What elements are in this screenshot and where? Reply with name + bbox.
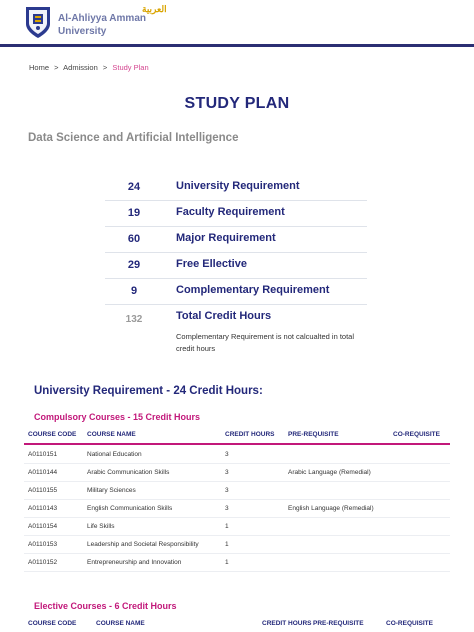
col-credit-hours: CREDIT HOURS — [262, 620, 312, 627]
breadcrumb-current: Study Plan — [112, 63, 149, 72]
cell-name: Entrepreneurship and Innovation — [87, 559, 182, 566]
breadcrumb-admission[interactable]: Admission — [63, 63, 98, 72]
summary-hours: 132 — [125, 314, 143, 325]
cell-code: A0110154 — [28, 523, 58, 530]
table-row — [24, 535, 450, 554]
cell-prereq: English Language (Remedial) — [288, 505, 374, 512]
university-crest-icon[interactable] — [24, 4, 52, 40]
col-course-code: COURSE CODE — [28, 431, 77, 438]
cell-hours: 3 — [225, 505, 229, 512]
header-divider — [0, 44, 474, 47]
cell-hours: 3 — [225, 469, 229, 476]
cell-code: A0110151 — [28, 451, 58, 458]
breadcrumb — [29, 63, 152, 72]
summary-row — [105, 201, 367, 227]
summary-row — [105, 175, 367, 201]
summary-row-total — [105, 305, 367, 330]
summary-hours: 19 — [127, 207, 141, 219]
table-row — [24, 499, 450, 518]
summary-hours: 24 — [127, 181, 141, 193]
site-header — [0, 0, 474, 46]
table-row — [24, 463, 450, 482]
table-row — [24, 481, 450, 500]
cell-name: Military Sciences — [87, 487, 136, 494]
cell-name: National Education — [87, 451, 142, 458]
col-co-requisite: CO-REQUISITE — [393, 431, 440, 438]
compulsory-title: Compulsory Courses - 15 Credit Hours — [34, 412, 201, 422]
col-pre-requisite: PRE-REQUISITE — [313, 620, 364, 627]
cell-code: A0110144 — [28, 469, 58, 476]
summary-label: Free Ellective — [176, 258, 247, 270]
table-row — [24, 553, 450, 572]
cell-hours: 1 — [225, 559, 229, 566]
cell-hours: 1 — [225, 541, 229, 548]
breadcrumb-separator: > — [54, 63, 59, 72]
cell-code: A0110153 — [28, 541, 58, 548]
cell-hours: 3 — [225, 451, 229, 458]
col-course-name: COURSE NAME — [87, 431, 136, 438]
university-name[interactable] — [58, 12, 146, 38]
summary-hours: 29 — [127, 259, 141, 271]
language-switch-link[interactable]: العربية — [142, 4, 167, 14]
summary-row — [105, 253, 367, 279]
summary-hours: 60 — [127, 233, 141, 245]
col-course-name: COURSE NAME — [96, 620, 145, 627]
credit-note: Complementary Requirement is not calcualted in total credit hours — [176, 332, 355, 353]
summary-label: Complementary Requirement — [176, 284, 330, 296]
cell-hours: 1 — [225, 523, 229, 530]
cell-name: Life Skills — [87, 523, 115, 530]
cell-name: Arabic Communication Skills — [87, 469, 170, 476]
cell-hours: 3 — [225, 487, 229, 494]
breadcrumb-separator: > — [102, 63, 108, 72]
elective-table-header — [24, 616, 450, 632]
university-name-line1: Al-Ahliyya Amman — [58, 13, 146, 24]
summary-label: Faculty Requirement — [176, 206, 285, 218]
col-course-code: COURSE CODE — [28, 620, 77, 627]
summary-label: Major Requirement — [176, 232, 276, 244]
compulsory-table-header — [24, 427, 450, 443]
cell-prereq: Arabic Language (Remedial) — [288, 469, 371, 476]
summary-label: Total Credit Hours — [176, 310, 272, 322]
col-co-requisite: CO-REQUISITE — [386, 620, 433, 627]
credit-summary — [105, 175, 367, 330]
elective-title: Elective Courses - 6 Credit Hours — [34, 601, 177, 611]
col-pre-requisite: PRE-REQUISITE — [288, 431, 339, 438]
table-row — [24, 517, 450, 536]
table-row — [24, 445, 450, 464]
breadcrumb-home[interactable]: Home — [29, 63, 50, 72]
cell-code: A0110155 — [28, 487, 58, 494]
program-name: Data Science and Artificial Intelligence — [28, 132, 239, 144]
summary-hours: 9 — [130, 285, 138, 297]
university-name-line2: University — [58, 26, 107, 37]
section-title: University Requirement - 24 Credit Hours: — [34, 385, 263, 397]
summary-label: University Requirement — [176, 180, 300, 192]
page-title: STUDY PLAN — [184, 95, 290, 112]
cell-name: Leadership and Societal Responsibility — [87, 541, 199, 548]
summary-row — [105, 279, 367, 305]
summary-row — [105, 227, 367, 253]
cell-name: English Communication Skills — [87, 505, 173, 512]
col-credit-hours: CREDIT HOURS — [225, 431, 275, 438]
cell-code: A0110152 — [28, 559, 58, 566]
cell-code: A0110143 — [28, 505, 58, 512]
